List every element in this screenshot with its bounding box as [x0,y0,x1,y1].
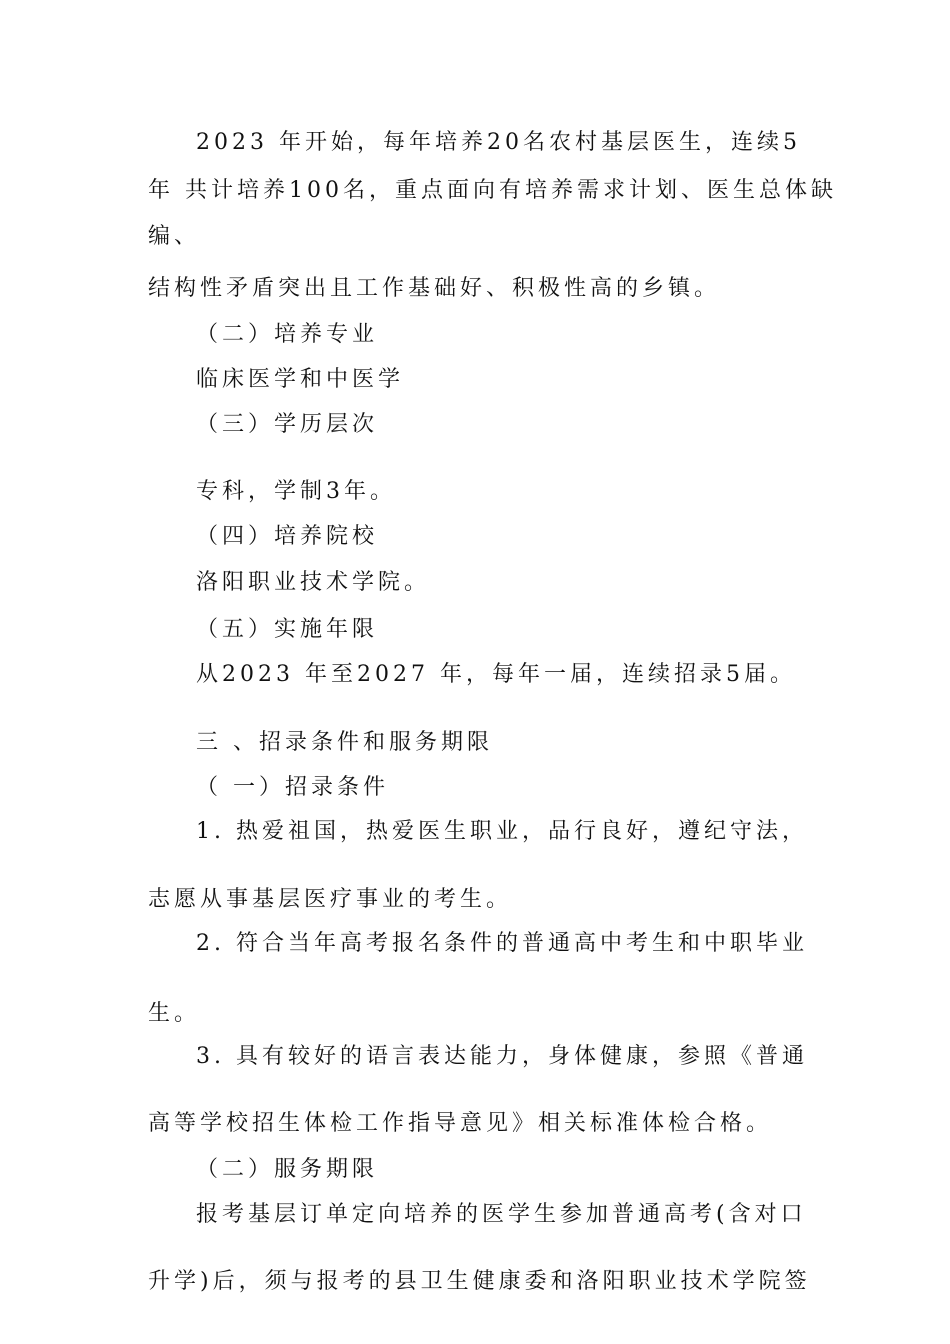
section-heading: （五）实施年限 [196,617,379,642]
paragraph-line: 生。 [148,1001,201,1026]
paragraph-line: 2023 年开始，每年培养20名农村基层医生，连续5 [196,130,801,155]
list-item: 3. 具有较好的语言表达能力，身体健康，参照《普通 [196,1044,808,1069]
paragraph-line: 升学)后，须与报考的县卫生健康委和洛阳职业技术学院签 [148,1269,811,1294]
paragraph-line: 志愿从事基层医疗事业的考生。 [148,887,513,912]
section-heading: （三）学历层次 [196,412,379,437]
paragraph-line: 结构性矛盾突出且工作基础好、积极性高的乡镇。 [148,276,721,301]
section-heading: 三 、招录条件和服务期限 [196,730,493,755]
list-item: 2. 符合当年高考报名条件的普通高中考生和中职毕业 [196,931,808,956]
section-heading: （二）服务期限 [196,1157,379,1182]
section-heading: （四）培养院校 [196,524,379,549]
paragraph-line: 从2023 年至2027 年，每年一届，连续招录5届。 [196,662,796,687]
paragraph-line: 编、 [148,224,201,249]
section-heading: （ 一）招录条件 [196,775,389,800]
paragraph-line: 洛阳职业技术学院。 [196,570,431,595]
paragraph-line: 报考基层订单定向培养的医学生参加普通高考(含对口 [196,1202,807,1227]
paragraph-line: 高等学校招生体检工作指导意见》相关标准体检合格。 [148,1111,773,1136]
list-item: 1. 热爱祖国，热爱医生职业，品行良好，遵纪守法， [196,819,808,844]
paragraph-line: 年 共计培养100名，重点面向有培养需求计划、医生总体缺 [148,178,837,203]
paragraph-line: 专科，学制3年。 [196,479,396,504]
paragraph-line: 临床医学和中医学 [196,367,405,392]
section-heading: （二）培养专业 [196,322,379,347]
